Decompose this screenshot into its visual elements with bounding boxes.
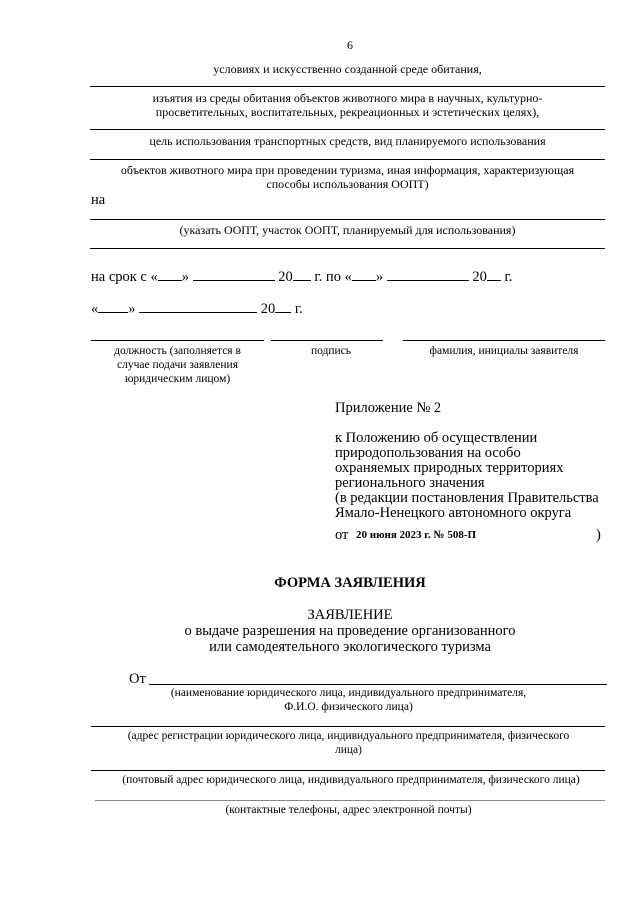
contacts-caption: (контактные телефоны, адрес электронной почты) — [225, 804, 472, 816]
year-field[interactable] — [275, 300, 291, 313]
statement-subtitle-2: или самодеятельного экологического туризма — [209, 639, 491, 655]
position-caption-line-1: должность (заполняется в — [114, 345, 241, 357]
oopt-caption: (указать ООПТ, участок ООПТ, планируемый для использования) — [179, 223, 516, 237]
position-caption-line-3: юридическим лицом) — [124, 373, 231, 385]
applicant-field-line[interactable] — [149, 684, 607, 685]
statement-title: ЗАЯВЛЕНИЕ — [307, 607, 393, 623]
appendix-line-2: природопользования на особо — [335, 445, 521, 461]
divider-line — [90, 129, 605, 130]
appendix-line-4: регионального значения — [335, 475, 485, 491]
name-caption: фамилия, инициалы заявителя — [429, 345, 579, 357]
appendix-title: Приложение № 2 — [335, 400, 442, 416]
signature-caption: подпись — [310, 345, 352, 357]
term-quote-1: » — [181, 269, 189, 285]
year-from-field[interactable] — [293, 268, 311, 281]
term-quote-2: » — [375, 269, 384, 285]
position-caption — [91, 344, 264, 386]
postal-field-line[interactable] — [91, 770, 605, 771]
term-close-quote: » — [128, 301, 136, 317]
term-year-a: 20 — [278, 269, 293, 285]
appendix-line-3: охраняемых природных территориях — [335, 460, 564, 476]
term-g1: г. — [504, 269, 513, 285]
postal-caption: (почтовый адрес юридического лица, индивидуального предпринимателя, физического лица) — [122, 774, 580, 786]
purpose-line-2: изъятия из среды обитания объектов животного мира в научных, культурно- — [152, 91, 543, 105]
address-caption-line-1: (адрес регистрации юридического лица, индивидуального предпринимателя, физического — [127, 730, 570, 742]
appendix-text — [335, 431, 625, 521]
from-label: От — [129, 671, 146, 687]
appendix-line-6: Ямало-Ненецкого автономного округа — [335, 505, 572, 521]
name-field-line[interactable] — [403, 340, 605, 341]
applicant-caption — [91, 686, 606, 714]
month-to-field[interactable] — [387, 268, 469, 281]
form-title: ФОРМА ЗАЯВЛЕНИЯ — [274, 575, 426, 591]
appendix-from-label: от — [335, 527, 349, 543]
term-year-c: 20 — [260, 301, 276, 317]
oopt-field-line[interactable] — [90, 219, 605, 220]
appendix-line-1: к Положению об осуществлении — [335, 430, 538, 446]
divider-line — [90, 159, 605, 160]
na-label: на — [91, 192, 106, 208]
divider-line — [90, 86, 605, 87]
term-line-2 — [91, 300, 303, 317]
appendix-close-paren: ) — [596, 527, 601, 543]
address-caption — [91, 729, 606, 757]
appendix-line-5: (в редакции постановления Правительства — [335, 490, 599, 506]
address-field-line[interactable] — [91, 726, 605, 727]
purpose-line-5: объектов животного мира при проведении туризма, иная информация, характеризующая — [120, 163, 575, 177]
appendix-date-number: 20 июня 2023 г. № 508-П — [356, 529, 477, 541]
applicant-caption-line-1: (наименование юридического лица, индивидуального предпринимателя, — [170, 687, 527, 699]
term-line-1 — [91, 268, 512, 285]
purpose-line-3: просветительных, воспитательных, рекреационных и эстетических целях), — [155, 105, 540, 119]
year-to-field[interactable] — [487, 268, 501, 281]
address-caption-line-2: лица) — [335, 744, 362, 756]
applicant-caption-line-2: Ф.И.О. физического лица) — [284, 701, 413, 713]
month-from-field[interactable] — [193, 268, 275, 281]
day-field[interactable] — [98, 300, 128, 313]
month-field[interactable] — [139, 300, 257, 313]
contacts-field-line[interactable] — [95, 800, 605, 801]
term-to: г. по « — [314, 269, 352, 285]
statement-subtitle-1: о выдаче разрешения на проведение организованного — [184, 623, 516, 639]
term-g2: г. — [294, 301, 303, 317]
purpose-line-4: цель использования транспортных средств, вид планируемого использования — [149, 134, 546, 148]
purpose-line-1: условиях и искусственно созданной среде обитания, — [213, 62, 482, 76]
signature-field-line[interactable] — [271, 340, 383, 341]
oopt-field-line-2[interactable] — [90, 248, 605, 249]
purpose-line-6: способы использования ООПТ) — [266, 177, 429, 191]
page-number: 6 — [347, 38, 353, 52]
term-year-b: 20 — [472, 269, 487, 285]
term-prefix: на срок с « — [91, 269, 158, 285]
day-to-field[interactable] — [352, 268, 376, 281]
position-caption-line-2: случае подачи заявления — [117, 359, 238, 371]
day-from-field[interactable] — [158, 268, 182, 281]
term-open-quote: « — [91, 301, 99, 317]
position-field-line[interactable] — [91, 340, 264, 341]
